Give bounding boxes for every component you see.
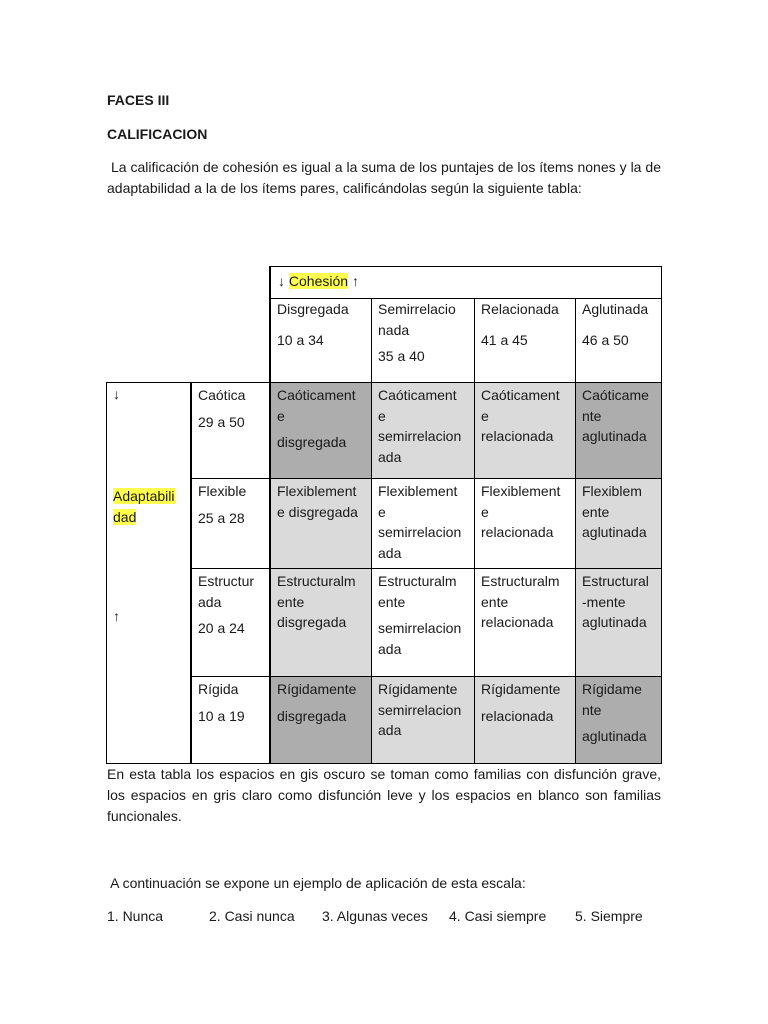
table-border — [106, 382, 107, 764]
arrow-up-icon: ↑ — [351, 273, 359, 289]
cell-flexible-semirrelacionada: Flexiblement e semirrelacion ada — [378, 483, 462, 561]
intro-paragraph: La calificación de cohesión es igual a la suma de los puntajes de los ítems nones y la de adaptabilidad a la de los ítems pares, calificándolas según la siguiente tabla: — [107, 159, 665, 196]
cohesion-label: Cohesión — [288, 273, 349, 289]
row-header-estructurada: Estructur ada 20 a 24 — [198, 573, 255, 636]
cell-estructurada-disgregada: Estructuralm ente disgregada — [270, 569, 371, 677]
cell-estructurada-relacionada: Estructuralm ente relacionada — [481, 573, 560, 630]
table-border — [269, 266, 271, 764]
scale-option-2: 2. Casi nunca — [209, 908, 295, 924]
note-paragraph: En esta tabla los espacios en gis oscuro se toman como familias con disfunción grave, los espacios en gris claro como disfunción leve y los espacios en blanco son familias funcionales. — [107, 766, 661, 824]
scale-option-3: 3. Algunas veces — [322, 908, 428, 924]
table-border — [191, 568, 662, 569]
scale-option-1: 1. Nunca — [107, 908, 164, 924]
cell-flexible-aglutinada: Flexiblem ente aglutinada — [575, 479, 661, 569]
cell-caotica-disgregada: Caóticament e disgregada — [270, 383, 371, 479]
document-title: FACES III — [107, 92, 170, 108]
table-border — [371, 298, 372, 764]
cell-flexible-disgregada: Flexiblement e disgregada — [270, 479, 371, 569]
cohesion-header — [270, 267, 661, 299]
row-header-flexible: Flexible 25 a 28 — [198, 483, 247, 526]
table-border — [190, 382, 192, 764]
adaptabilidad-label: Adaptabili dad — [113, 488, 175, 525]
table-border — [474, 298, 475, 764]
cell-estructurada-semirrelacionada: Estructuralm ente semirrelacion ada — [378, 573, 462, 657]
cell-caotica-aglutinada: Caóticame nte aglutinada — [575, 383, 661, 479]
cell-rigida-semirrelacionada: Rígidamente semirrelacion ada — [371, 677, 474, 763]
row-header-caotica: Caótica 29 a 50 — [198, 387, 246, 430]
cell-caotica-semirrelacionada: Caóticament e semirrelacion ada — [371, 383, 474, 479]
column-header-disgregada: Disgregada 10 a 34 — [277, 301, 349, 348]
table-border — [269, 266, 662, 267]
cell-flexible-relacionada: Flexiblement e relacionada — [481, 483, 561, 540]
table-border — [191, 478, 662, 479]
cell-rigida-aglutinada: Rígidame nte aglutinada — [575, 677, 661, 763]
column-header-aglutinada: Aglutinada 46 a 50 — [582, 301, 649, 348]
column-header-relacionada: Relacionada 41 a 45 — [481, 301, 559, 348]
example-intro: A continuación se expone un ejemplo de aplicación de esta escala: — [107, 875, 526, 891]
cell-caotica-relacionada: Caóticament e relacionada — [474, 383, 575, 479]
column-header-semirrelacionada: Semirrelacio nada 35 a 40 — [378, 301, 456, 364]
section-heading: CALIFICACION — [107, 126, 208, 142]
adaptabilidad-arrow-down-icon: ↓ — [113, 386, 120, 402]
table-border — [270, 298, 662, 299]
arrow-down-icon: ↓ — [278, 273, 285, 289]
cell-rigida-relacionada: Rígidamente relacionada — [474, 677, 575, 763]
cell-rigida-disgregada: Rígidamente disgregada — [270, 677, 371, 763]
cell-estructurada-aglutinada: Estructural -mente aglutinada — [575, 569, 661, 677]
scale-option-5: 5. Siempre — [575, 908, 643, 924]
scale-option-4: 4. Casi siempre — [449, 908, 547, 924]
adaptabilidad-arrow-up-icon: ↑ — [113, 608, 120, 624]
table-border — [575, 298, 576, 764]
row-header-rigida: Rígida 10 a 19 — [198, 681, 245, 724]
table-border — [661, 266, 662, 764]
table-border — [191, 676, 662, 677]
